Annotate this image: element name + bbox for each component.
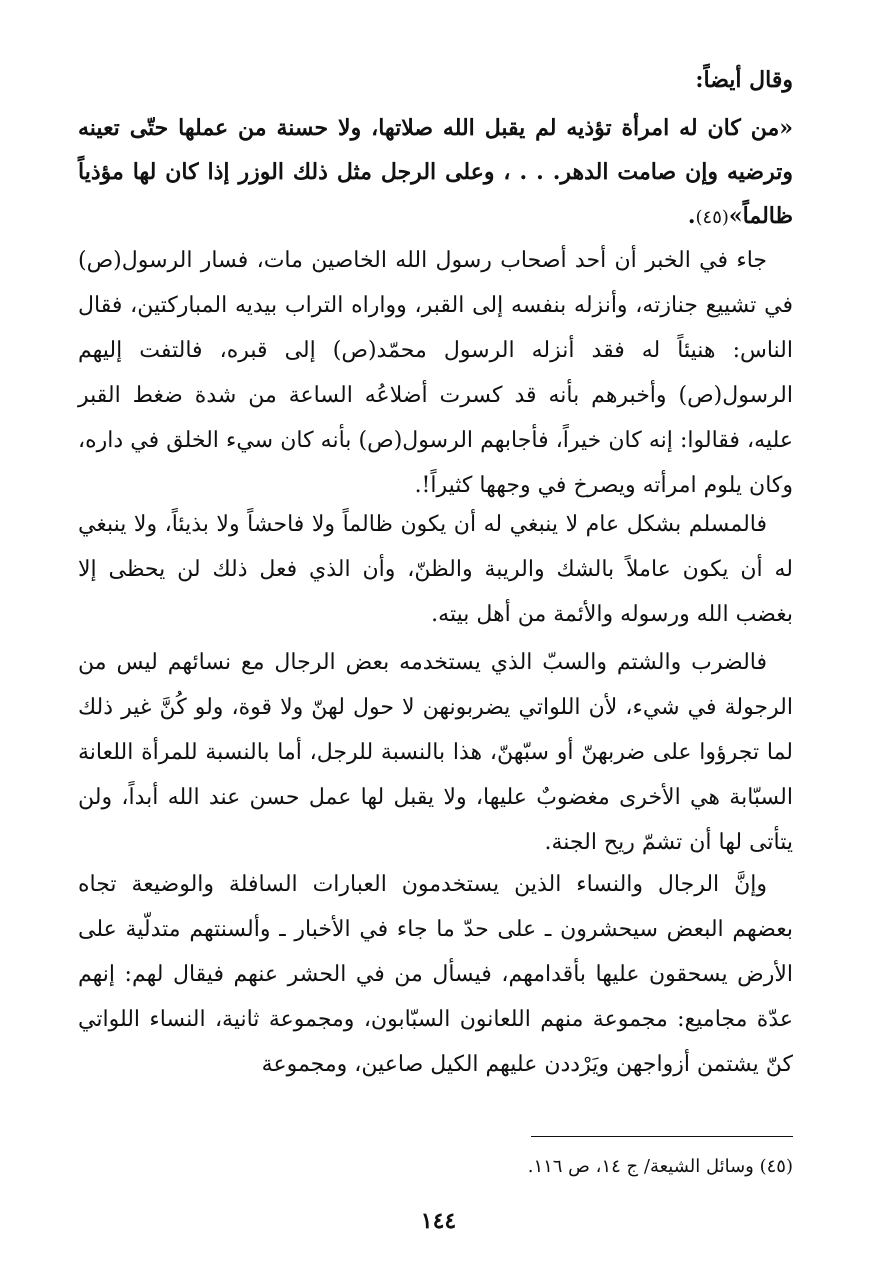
footnote-divider xyxy=(531,1136,793,1137)
paragraph-text: فالضرب والشتم والسبّ الذي يستخدمه بعض الرجال مع نسائهم ليس من الرجولة في شيء، لأن اللواتي يضربونهن لا حول لهنّ ولا قوة، ولو كُنَّ غير ذلك لما تجرؤوا على ضربهنّ أو سبّهنّ، هذا بالنسبة للرجل، أما بالنسبة للمرأة اللعانة السبّابة هي الأخرى مغضوبٌ عليها، ولا يقبل لها عمل حسن عند الله أبداً، ولن يتأتى لها أن تشمّ ريح الجنة. xyxy=(78,650,793,855)
page-number: ١٤٤ xyxy=(420,1208,457,1234)
section-heading: وقال أيضاً: xyxy=(695,67,793,93)
paragraph-3 xyxy=(78,640,793,865)
paragraph-1 xyxy=(78,238,793,508)
footnote: (٤٥) وسائل الشيعة/ ج ١٤، ص ١١٦. xyxy=(527,1156,793,1177)
footnote-reference: (٤٥) xyxy=(695,207,729,228)
paragraph-text: وإنَّ الرجال والنساء الذين يستخدمون العبارات السافلة والوضيعة تجاه بعضهم البعض سيحشرون ـ على حدّ ما جاء في الأخبار ـ وألسنتهم متدلّية على الأرض يسحقون عليها بأقدامهم، فيسأل من في الحشر عنهم فيقال لهم: إنهم عدّة مجاميع: مجموعة منهم اللعانون السبّابون، ومجموعة ثانية، النساء اللواتي كنّ يشتمن أزواجهن ويَرْددن عليهم الكيل صاعين، ومجموعة xyxy=(78,872,793,1077)
hadith-quote xyxy=(78,106,793,240)
paragraph-text: فالمسلم بشكل عام لا ينبغي له أن يكون ظالماً ولا فاحشاً ولا بذيئاً، ولا ينبغي له أن يكون عاملاً بالشك والريبة والظنّ، وأن الذي فعل ذلك لن يحظى إلا بغضب الله ورسوله والأئمة من أهل بيته. xyxy=(78,512,793,627)
paragraph-text: جاء في الخبر أن أحد أصحاب رسول الله الخاصين مات، فسار الرسول(ص) في تشييع جنازته، وأنزله بنفسه إلى القبر، وواراه التراب بيديه المباركتين، فقال الناس: هنيئاً له فقد أنزله الرسول محمّد(ص) إلى قبره، فالتفت إليهم الرسول(ص) وأخبرهم بأنه قد كسرت أضلاعُه الساعة من شدة ضغط القبر عليه، فقالوا: إنه كان خيراً، فأجابهم الرسول(ص) بأنه كان سيء الخلق في داره، وكان يلوم امرأته ويصرخ في وجهها كثيراً!. xyxy=(78,248,793,498)
quote-text: «من كان له امرأة تؤذيه لم يقبل الله صلاتها، ولا حسنة من عملها حتّى تعينه وترضيه وإن صامت الدهر. . . ، وعلى الرجل مثل ذلك الوزر إذا كان لها مؤذياً ظالماً» xyxy=(78,115,793,229)
paragraph-2 xyxy=(78,502,793,637)
quote-end: . xyxy=(687,203,696,229)
paragraph-4 xyxy=(78,862,793,1087)
